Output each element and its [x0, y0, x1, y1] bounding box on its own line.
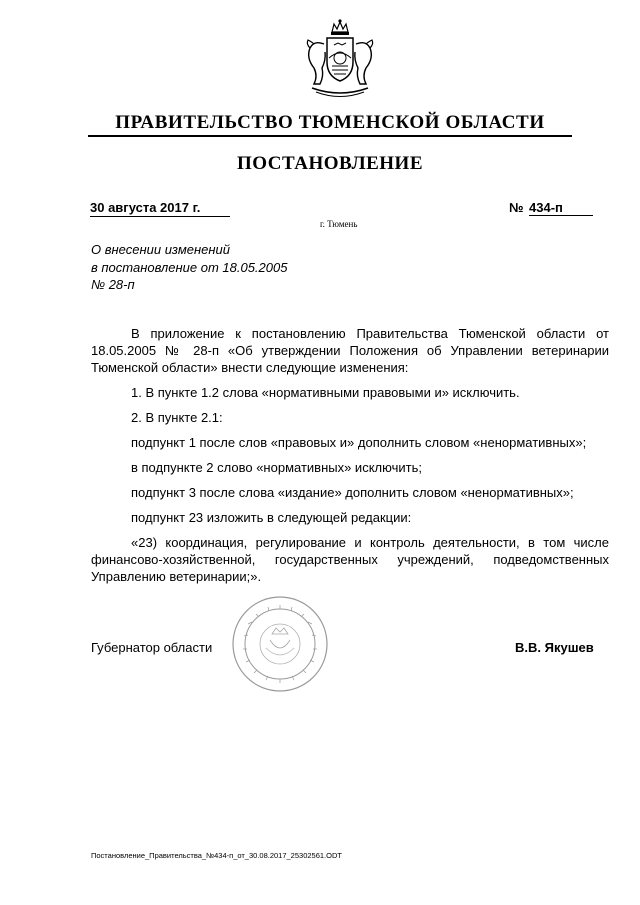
- document-number: [509, 200, 595, 216]
- title-line: в постановление от 18.05.2005: [91, 259, 288, 275]
- body-paragraph: В приложение к постановлению Правительства Тюменской области от 18.05.2005 № 28-п «Об утверждении Положения об Управлении ветеринарии Тюменской области» внести следующие изменения:: [91, 326, 609, 375]
- file-footer: Постановление_Правительства_№434-п_от_30.08.2017_25302561.ODT: [91, 851, 342, 860]
- title-line: № 28-п: [91, 277, 135, 292]
- city: г. Тюмень: [320, 219, 358, 229]
- title-line: О внесении изменений: [91, 242, 230, 257]
- body-paragraph: подпункт 3 после слова «издание» дополнить словом «ненормативных»;: [131, 485, 574, 500]
- official-seal-icon: [230, 594, 330, 694]
- body-paragraph: в подпункте 2 слово «нормативных» исключить;: [131, 460, 422, 475]
- signatory-name: В.В. Якушев: [515, 640, 594, 655]
- document-type: ПОСТАНОВЛЕНИЕ: [236, 153, 424, 174]
- number-sign: №: [509, 200, 524, 215]
- document-date: 30 августа 2017 г.: [90, 200, 230, 217]
- body-paragraph: 1. В пункте 1.2 слова «нормативными правовыми и» исключить.: [131, 385, 520, 400]
- organization-name: ПРАВИТЕЛЬСТВО ТЮМЕНСКОЙ ОБЛАСТИ: [115, 112, 545, 133]
- header-rule: [88, 135, 572, 137]
- body-paragraph: подпункт 1 после слов «правовых и» дополнить словом «ненормативных»;: [131, 435, 587, 450]
- body-paragraph: 2. В пункте 2.1:: [131, 410, 223, 425]
- signatory-role: Губернатор области: [91, 640, 213, 655]
- document-title: [91, 241, 287, 294]
- body-paragraph: «23) координация, регулирование и контроль деятельности, в том числе финансово-хозяйственной, государственных учреждений, подведомственных Управлению ветеринарии;».: [91, 535, 609, 584]
- number-value: 434-п: [529, 200, 593, 216]
- coat-of-arms-icon: [296, 18, 384, 102]
- document-body: [91, 325, 609, 585]
- body-paragraph: подпункт 23 изложить в следующей редакции:: [131, 510, 412, 525]
